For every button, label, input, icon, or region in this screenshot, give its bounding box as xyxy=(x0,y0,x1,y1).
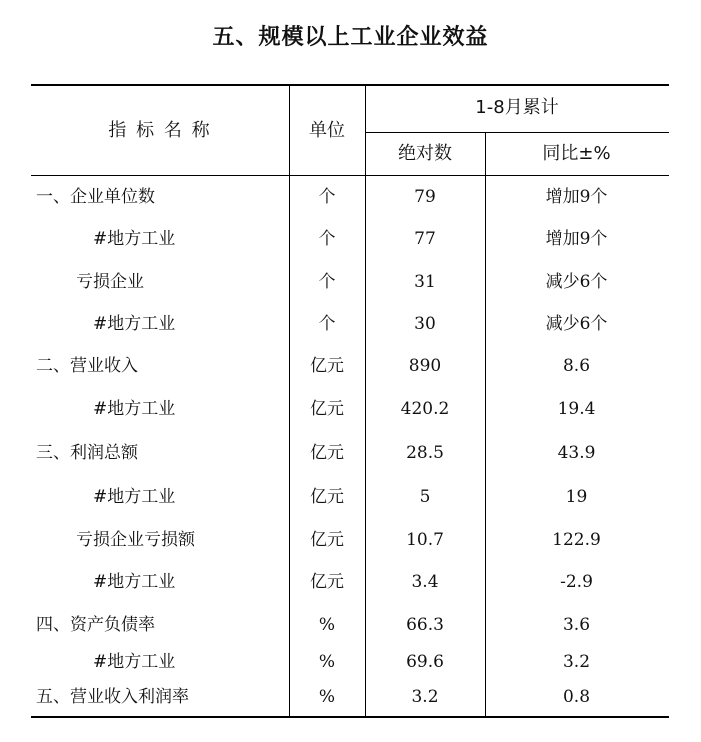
header-period: 1-8月累计 xyxy=(475,97,559,118)
table-top-rule xyxy=(31,84,669,86)
row-absolute: 66.3 xyxy=(406,615,444,635)
row-absolute: 890 xyxy=(408,356,442,376)
row-unit: 个 xyxy=(318,272,336,292)
row-yoy: 0.8 xyxy=(562,687,591,707)
row-absolute: 5 xyxy=(419,487,431,507)
row-name: 亏损企业 xyxy=(76,272,144,292)
row-unit: 个 xyxy=(318,229,336,249)
row-yoy: 3.2 xyxy=(562,652,591,672)
header-bottom-rule xyxy=(31,175,669,176)
header-yoy: 同比±% xyxy=(542,143,611,164)
row-unit: 亿元 xyxy=(310,530,344,550)
row-unit: 亿元 xyxy=(310,399,344,419)
row-name: 五、营业收入利润率 xyxy=(36,687,189,707)
row-unit: 亿元 xyxy=(310,572,344,592)
row-name: 亏损企业亏损额 xyxy=(76,530,195,550)
row-name: #地方工业 xyxy=(93,399,176,419)
row-name: 一、企业单位数 xyxy=(36,187,155,207)
row-yoy: 122.9 xyxy=(552,530,601,550)
row-yoy: 增加9个 xyxy=(545,229,608,249)
header-absolute: 绝对数 xyxy=(398,143,452,164)
subheader-rule xyxy=(365,132,669,133)
row-unit: % xyxy=(318,652,336,672)
row-absolute: 420.2 xyxy=(400,399,450,419)
row-unit: % xyxy=(318,687,336,707)
row-absolute: 28.5 xyxy=(406,443,444,463)
row-name: #地方工业 xyxy=(93,314,176,334)
row-yoy: 19.4 xyxy=(557,399,596,419)
row-yoy: 增加9个 xyxy=(545,187,608,207)
table-bottom-rule xyxy=(31,716,669,718)
row-name: #地方工业 xyxy=(93,652,176,672)
row-yoy: 43.9 xyxy=(557,443,596,463)
header-unit: 单位 xyxy=(309,120,345,141)
row-yoy: 19 xyxy=(565,487,588,507)
row-unit: 亿元 xyxy=(310,356,344,376)
row-name: 三、利润总额 xyxy=(36,443,138,463)
row-name: #地方工业 xyxy=(93,572,176,592)
row-unit: 个 xyxy=(318,187,336,207)
row-yoy: 减少6个 xyxy=(545,314,608,334)
row-absolute: 3.2 xyxy=(411,687,439,707)
row-name: #地方工业 xyxy=(93,229,176,249)
row-name: 四、资产负债率 xyxy=(36,615,155,635)
row-yoy: 3.6 xyxy=(562,615,591,635)
row-absolute: 69.6 xyxy=(406,652,444,672)
row-unit: 亿元 xyxy=(310,487,344,507)
row-absolute: 30 xyxy=(414,314,436,334)
header-indicator: 指 标 名 称 xyxy=(108,120,212,141)
row-unit: 个 xyxy=(318,314,336,334)
row-yoy: 8.6 xyxy=(562,356,591,376)
page-title: 五、规模以上工业企业效益 xyxy=(212,25,489,50)
row-yoy: 减少6个 xyxy=(545,272,608,292)
row-unit: % xyxy=(318,615,336,635)
row-absolute: 31 xyxy=(414,272,436,292)
row-absolute: 3.4 xyxy=(411,572,439,592)
row-absolute: 79 xyxy=(414,187,436,207)
row-absolute: 10.7 xyxy=(406,530,444,550)
row-yoy: -2.9 xyxy=(560,572,593,592)
row-name: 二、营业收入 xyxy=(36,356,138,376)
row-absolute: 77 xyxy=(414,229,436,249)
row-unit: 亿元 xyxy=(310,443,344,463)
row-name: #地方工业 xyxy=(93,487,176,507)
